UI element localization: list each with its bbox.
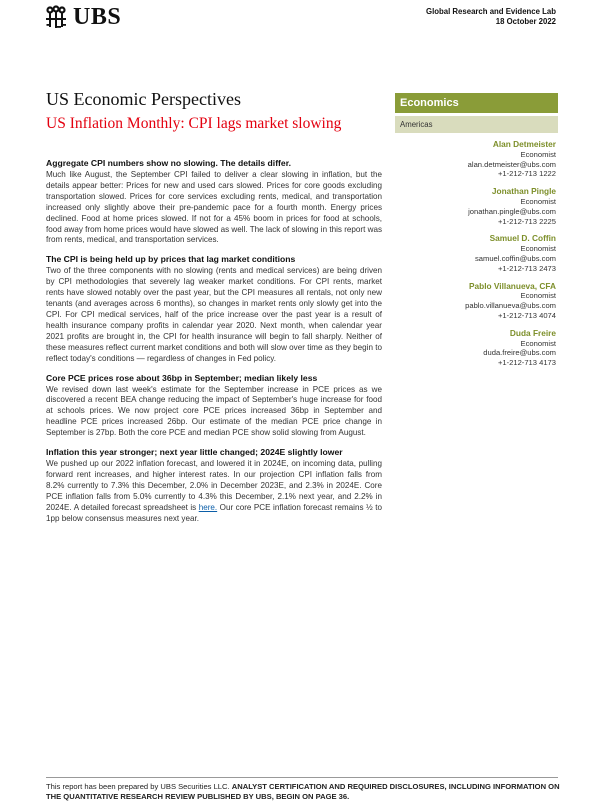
page-title: US Economic Perspectives [46,89,241,109]
keys-logo-icon [44,5,68,31]
section-heading: Aggregate CPI numbers show no slowing. The details differ. [46,158,291,168]
section-body: Two of the three components with no slowing (rents and medical services) are being driven by CPI methodologies that severely lag weaker market conditions. For CPI rents, market rents have slowed notably over the past year, but the CPI measures all rentals, not only new tenants (and averages across 6 months), so changes in market rents only slowly get into the CPI. For CPI medical services, half of the price increase over the past year is a result of health insurance company profits in calendar year 2020. Next month, when calendar year 2021 profits are brought in, the CPI for health insurance will begin to fall sharply. Neither of these measures reflect current market conditions and both will slow over time as they begin to reflect today's conditions — regardless of changes in Fed policy. [46,266,382,363]
section-heading: The CPI is being held up by prices that lag market conditions [46,254,296,265]
section-heading: Core PCE prices rose about 36bp in September; median likely less [46,372,318,383]
analyst-name: Alan Detmeister [492,139,556,149]
analyst-role: Economist [520,338,556,348]
analyst-name: Samuel D. Coffin [489,233,556,244]
analyst-phone: +1-212-713 4173 [497,358,556,368]
ubs-logo [44,4,121,31]
section-aggregate-cpi [46,158,382,246]
section-inflation-forecast [46,447,382,524]
analyst-email[interactable]: alan.detmeister@ubs.com [467,159,556,169]
analyst-role: Economist [520,291,556,301]
analyst-card [396,234,556,273]
section-body: Much like August, the September CPI failed to deliver a clear slowing in inflation, but the details appear better: Prices for new and used cars slowed. Prices for core goods excluding transportation slowed. Prices for core services excluding rents, medical, and transportation increased only slightly above their pre-pandemic pace for a fourth month. Energy prices declined. Food at home prices slowed. If not for a 45% boom in prices for food at schools, food away from home prices would have slowed as well. The lack of slowing in this report was from rents, medical, and transportation services. [46,170,382,245]
section-body-text: Our core PCE inflation forecast remains ½ to 1pp below consensus measures next year. [46,502,383,523]
footer-prefix: This report has been prepared by UBS Securities LLC. [46,782,230,791]
analyst-email[interactable]: samuel.coffin@ubs.com [474,253,556,263]
logo-text: UBS [73,4,122,30]
main-body [46,158,382,532]
section-heading: Inflation this year stronger; next year little changed; 2024E slightly lower [46,447,343,458]
analyst-role: Economist [520,244,556,254]
org-name: Global Research and Evidence Lab [426,7,556,16]
category-banner: Economics [395,93,558,113]
disclosure-footer [46,782,561,801]
analyst-phone: +1-212-713 4074 [497,310,556,320]
analyst-phone: +1-212-713 2225 [497,216,556,226]
analyst-name: Jonathan Pingle [491,186,556,197]
section-cpi-lag [46,254,382,364]
report-meta [426,7,556,27]
analyst-card [396,187,556,226]
analyst-phone: +1-212-713 2473 [497,263,556,273]
analyst-role: Economist [520,149,556,159]
region-banner: Americas [395,116,558,133]
analyst-name: Pablo Villanueva, CFA [469,280,556,291]
analyst-list [396,140,556,376]
section-body-text: We pushed up our 2022 inflation forecast, and lowered it in 2024E, on incoming data, pulling forward rent increases, and higher interest rates. In our projection CPI inflation falls from 8.2% currently to 7.3% this December, 2.0% in December 2023E, and 2.3% in 2024E. Core PCE inflation falls from 5.0% currently to 4.3% this December, 2.1% next year, and 2.2% in 2024E. A detailed forecast spreadsheet is [46,459,382,512]
footer-divider [46,777,558,778]
analyst-email[interactable]: pablo.villanueva@ubs.com [465,301,556,311]
analyst-role: Economist [520,196,556,206]
analyst-phone: +1-212-713 1222 [497,169,556,179]
section-body [46,459,382,524]
analyst-email[interactable]: duda.freire@ubs.com [483,348,556,358]
analyst-card [396,329,556,368]
analyst-email[interactable]: jonathan.pingle@ubs.com [468,206,556,216]
forecast-spreadsheet-link[interactable]: here. [198,502,218,512]
report-date: 18 October 2022 [495,17,556,26]
footer-disclosure: ANALYST CERTIFICATION AND REQUIRED DISCLOSURES, INCLUDING INFORMATION ON THE QUANTITATIVE RESEARCH REVIEW PUBLISHED BY UBS, BEGIN ON PAGE 36. [46,782,560,801]
analyst-card [396,282,556,321]
section-core-pce [46,373,382,440]
page-subtitle: US Inflation Monthly: CPI lags market slowing [46,115,342,132]
analyst-card [396,140,556,179]
section-body: We revised down last week's estimate for the September increase in PCE prices as we discovered a recent BEA change reducing the impact of September's huge increase for food at schools prices. We now project core PCE prices increased 36bp in September and headline PCE prices increased 26bp. Our estimate of the median PCE price change in September is 27bp. Both the core PCE and median PCE show solid slowing from August. [46,384,382,438]
analyst-name: Duda Freire [509,327,556,338]
